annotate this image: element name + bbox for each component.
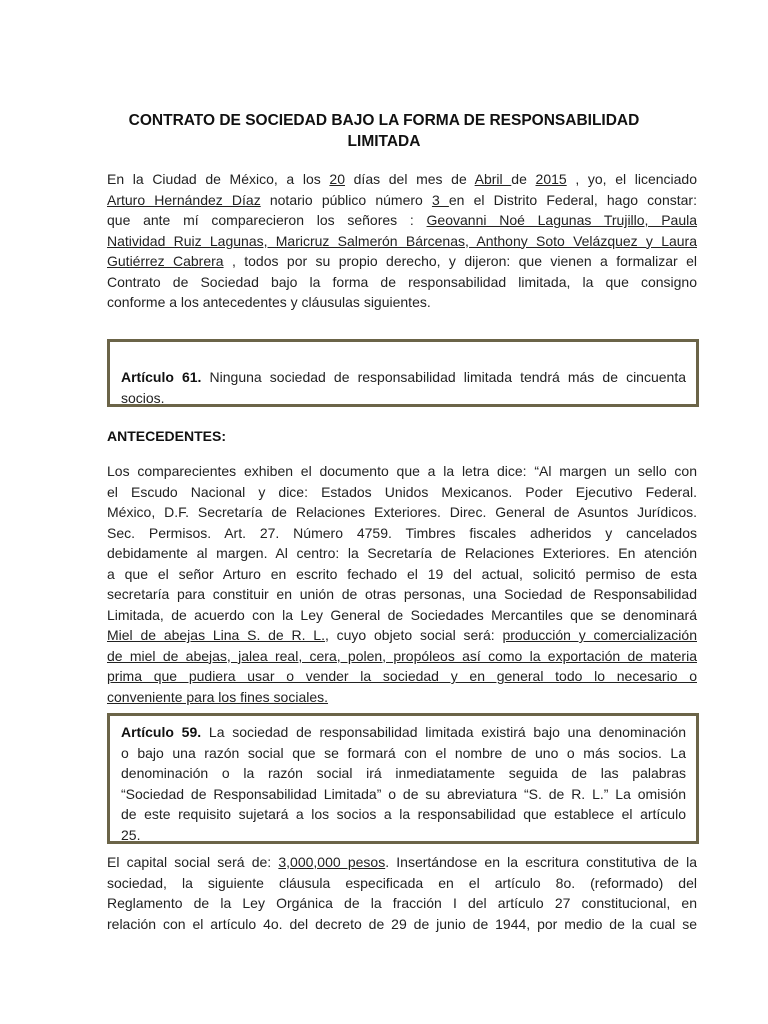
capital-line: Reglamento de la Ley Orgánica de la fracción I del artículo 27 constitucional, en [107, 895, 697, 911]
antecedentes-line: debidamente al margen. Al centro: la Secretaría de Relaciones Exteriores. En atención [107, 545, 697, 561]
intro-line: Arturo Hernández Díaz notario público número 3 en el Distrito Federal, hago constar: [107, 191, 697, 208]
article-59-text: o bajo una razón social que se formará con el nombre de uno o más socios. La [121, 744, 686, 761]
intro-line: que ante mí comparecieron los señores : Geovanni Noé Lagunas Trujillo, Paula [107, 212, 697, 228]
article-61-box [107, 339, 699, 407]
antecedentes-line: Limitada, de acuerdo con la Ley General de Sociedades Mercantiles que se denominará [107, 606, 697, 623]
antecedentes-line: Los comparecientes exhiben el documento que a la letra dice: “Al margen un sello con [107, 463, 697, 479]
capital-line: relación con el artículo 4o. del decreto de 29 de junio de 1944, por medio de la cual se [107, 915, 697, 932]
notary-name: Arturo Hernández Díaz [107, 191, 261, 208]
social-object: conveniente para los fines sociales. [107, 688, 329, 705]
antecedentes-paragraph [107, 461, 697, 707]
capital-line: El capital social será de: 3,000,000 pesos. Insertándose en la escritura constitutiva de la [107, 854, 698, 870]
social-object: prima que pudiera usar o vender la sociedad y en general todo lo necesario o [107, 668, 697, 684]
article-59-label: Artículo 59. [121, 724, 202, 740]
antecedentes-line: México, D.F. Secretaría de Relaciones Exteriores. Direc. General de Asuntos Jurídicos. [107, 504, 697, 520]
title-line-2: LIMITADA [347, 133, 421, 150]
capital-line: sociedad, la siguiente cláusula especificada en el artículo 8o. (reformado) del [107, 874, 697, 891]
article-61-text: socios. [121, 389, 165, 406]
company-name: Miel de abejas Lina S. de R. L. [107, 627, 325, 643]
intro-line: Contrato de Sociedad bajo la forma de responsabilidad limitada, la que consigno [107, 273, 697, 290]
partners-names: Gutiérrez Cabrera [107, 253, 224, 269]
article-61-label: Artículo 61. [121, 369, 202, 385]
day-value: 20 [329, 171, 345, 187]
partners-names: Natividad Ruiz Lagunas, Maricruz Salmerón Bárcenas, Anthony Soto Velázquez y Laura [107, 232, 697, 249]
title-line-1: CONTRATO DE SOCIEDAD BAJO LA FORMA DE RESPONSABILIDAD [128, 112, 640, 129]
article-61-text: Artículo 61. Ninguna sociedad de responsabilidad limitada tendrá más de cincuenta [121, 369, 686, 385]
capital-amount: 3,000,000 pesos [278, 854, 386, 870]
article-59-text: Artículo 59. La sociedad de responsabilidad limitada existirá bajo una denominación [121, 724, 686, 740]
social-object: producción y comercialización [502, 627, 697, 643]
antecedentes-line: secretaría para constituir en unión de otras personas, una Sociedad de Responsabilidad [107, 586, 697, 602]
notary-number: 3 [431, 191, 449, 208]
intro-line: Gutiérrez Cabrera , todos por su propio derecho, y dijeron: que vienen a formalizar el [107, 253, 697, 269]
capital-paragraph [107, 852, 697, 934]
intro-line: conforme a los antecedentes y cláusulas siguientes. [107, 294, 431, 310]
article-59-box [107, 713, 699, 844]
article-59-text: de este requisito sujetará a los socios a la responsabilidad que establece el artículo [121, 806, 686, 822]
article-59-text: denominación o la razón social irá inmediatamente seguida de las palabras [121, 765, 686, 781]
article-59-text: 25. [121, 826, 141, 843]
antecedentes-line: a que el señor Arturo en escrito fechado el 19 del actual, solicitó permiso de esta [107, 565, 697, 582]
antecedentes-line: Miel de abejas Lina S. de R. L., cuyo objeto social será: producción y comercialización [107, 627, 697, 643]
antecedentes-heading: ANTECEDENTES: [107, 428, 227, 444]
intro-line: En la Ciudad de México, a los 20 días del mes de Abril de 2015 , yo, el licenciado [107, 171, 698, 187]
intro-paragraph [107, 169, 697, 313]
partners-names: Geovanni Noé Lagunas Trujillo, Paula [426, 212, 697, 228]
antecedentes-line: Sec. Permisos. Art. 27. Número 4759. Timbres fiscales adheridos y cancelados [107, 524, 697, 541]
document-title [100, 110, 668, 152]
month-value: Abril [474, 171, 512, 187]
article-59-text: “Sociedad de Responsabilidad Limitada” o de su abreviatura “S. de R. L.” La omisión [121, 785, 686, 802]
antecedentes-line: el Escudo Nacional y dice: Estados Unidos Mexicanos. Poder Ejecutivo Federal. [107, 483, 697, 500]
social-object: de miel de abejas, jalea real, cera, polen, propóleos así como la exportación de materia [107, 647, 697, 664]
year-value: 2015 [535, 171, 567, 187]
